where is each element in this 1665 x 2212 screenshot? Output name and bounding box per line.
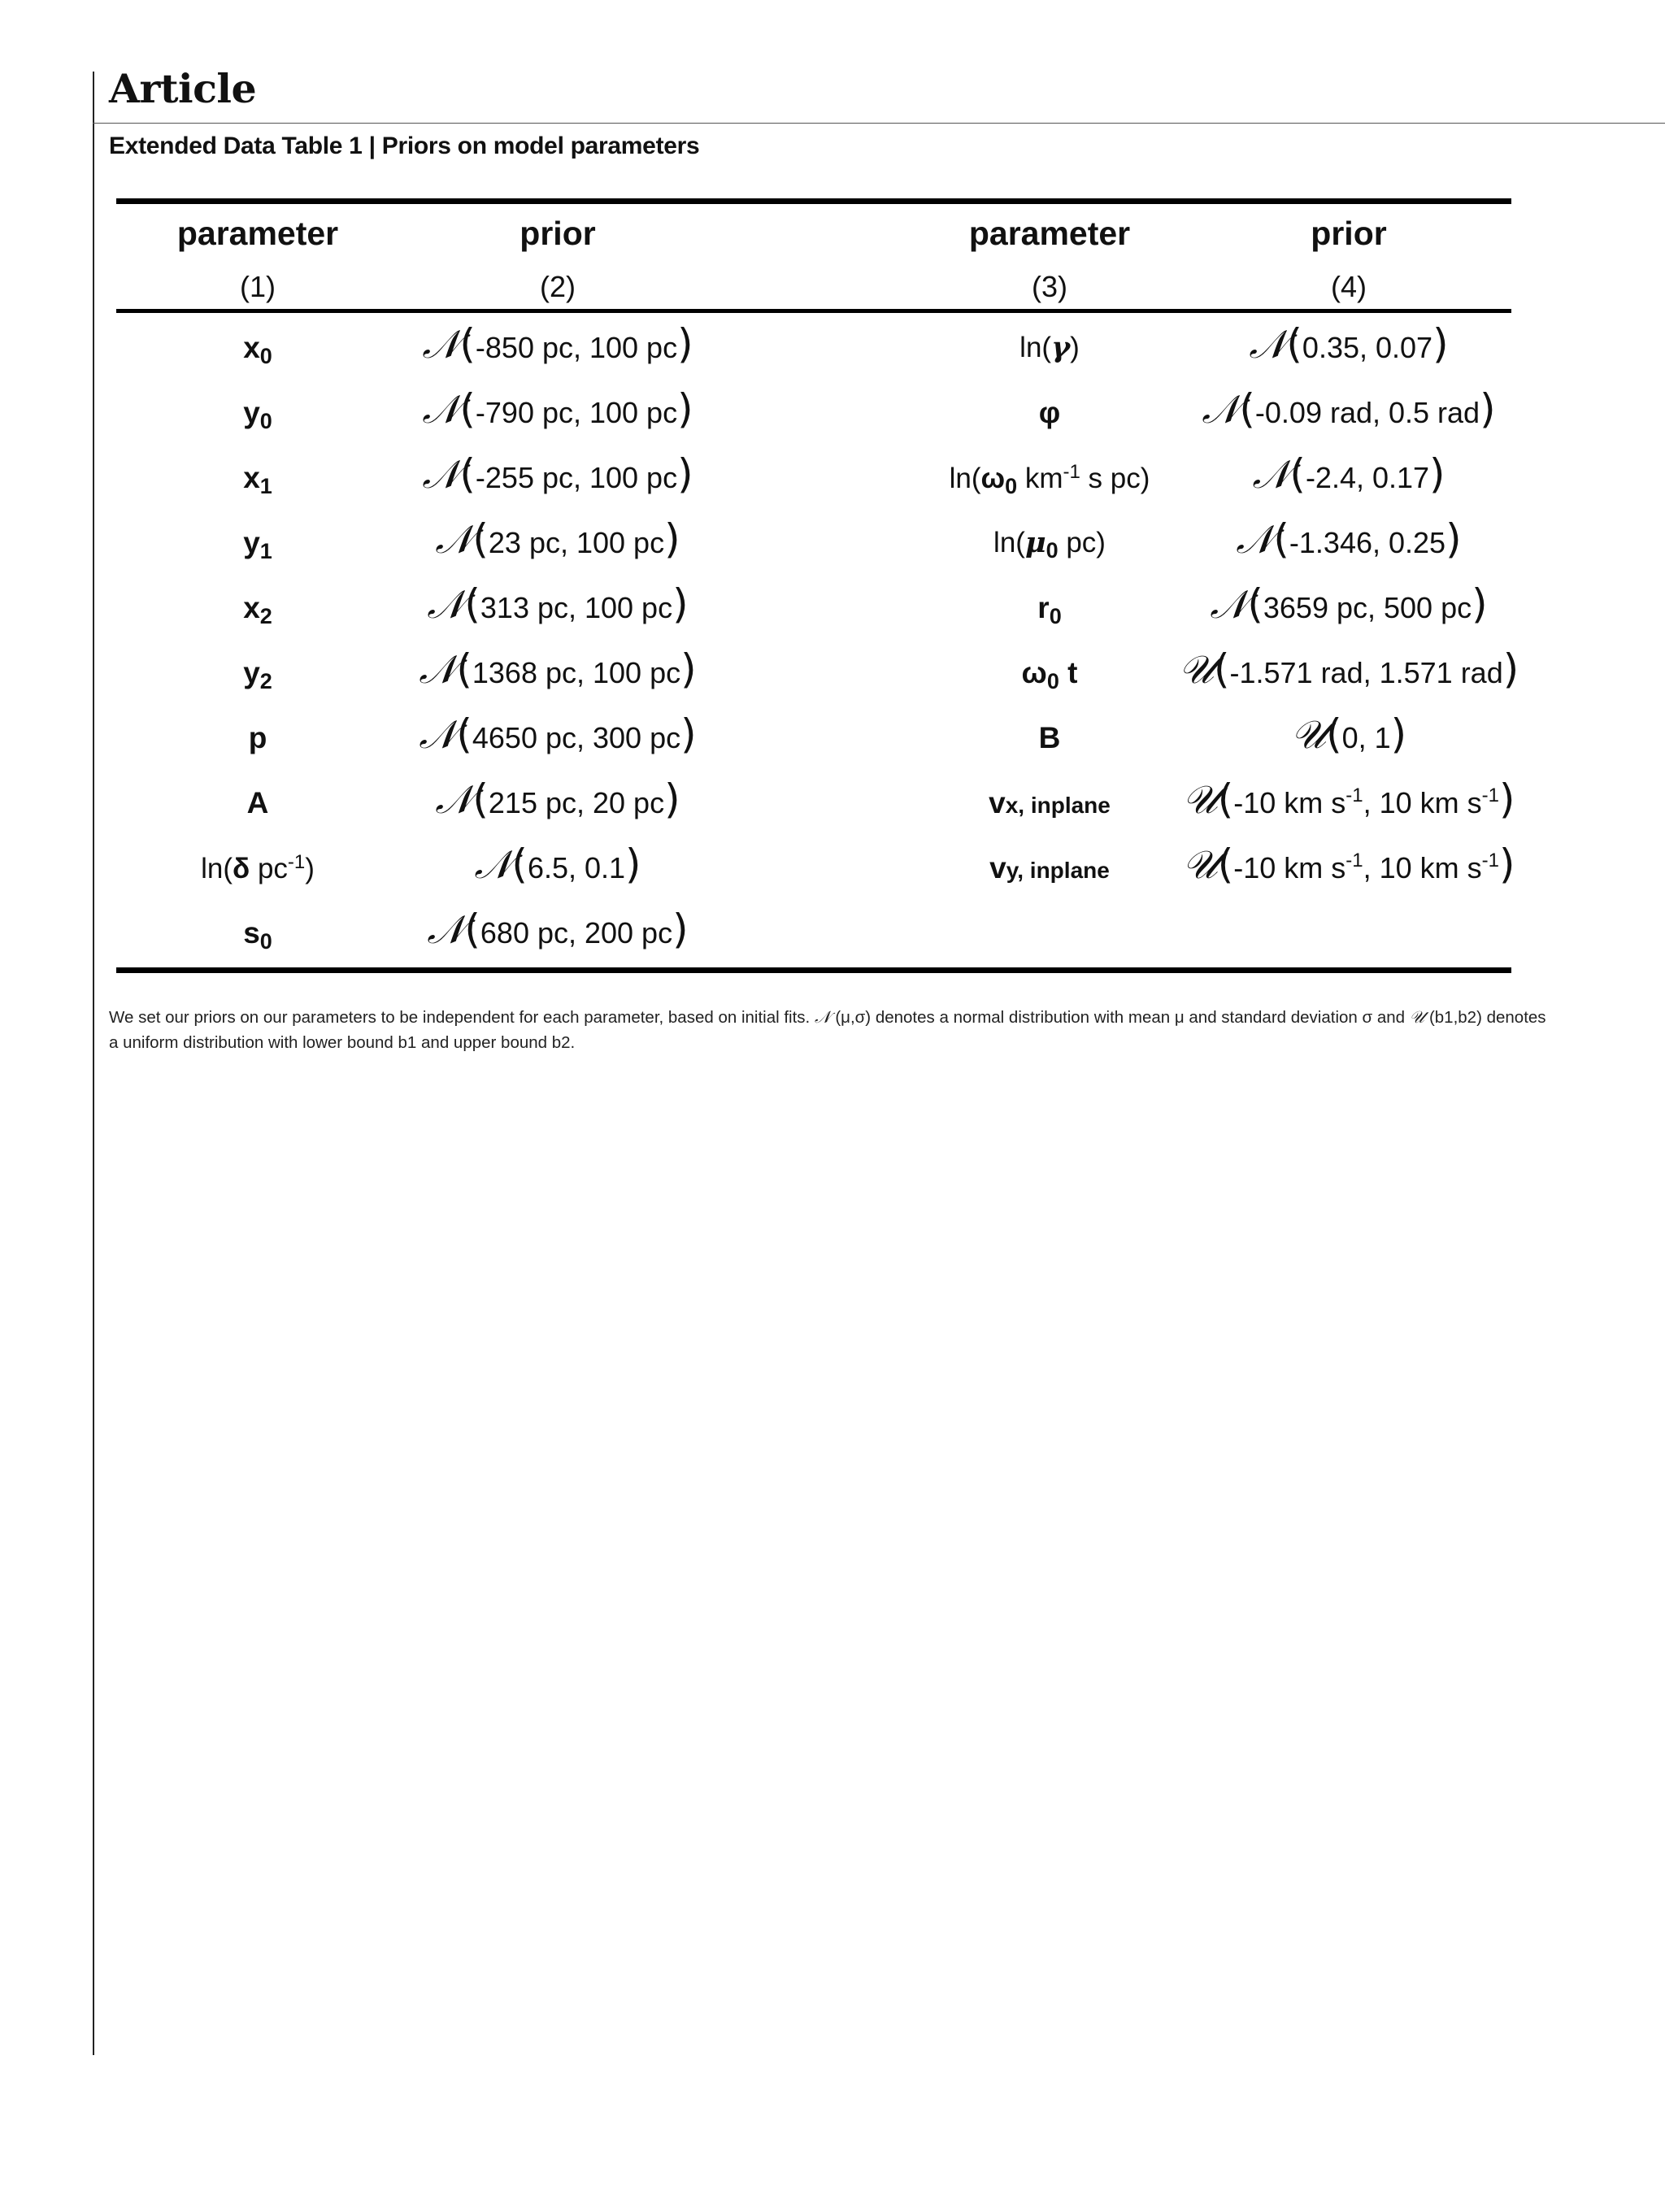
caption-normal-symbol: 𝒩 <box>814 1007 831 1027</box>
param-r0: $r_0$ <box>1037 591 1062 628</box>
param-vy-inplane: vy, inplane <box>989 851 1110 884</box>
col-header-prior-2: prior <box>519 215 596 252</box>
prior-p: 𝒩(4650 pc, 300 pc) <box>419 711 697 758</box>
caption-part-1: We set our priors on our parameters to be independent for each parameter, based on initial fits. <box>109 1008 811 1027</box>
header-rule <box>93 123 1665 124</box>
prior-x1: 𝒩(-255 pc, 100 pc) <box>422 450 693 498</box>
prior-B: 𝒰(0, 1) <box>1290 711 1407 758</box>
col-header-parameter-3: parameter <box>968 215 1131 252</box>
param-omega0-t: $\omega_0$ t <box>1021 656 1078 693</box>
param-x0: $x_0$ <box>243 331 272 368</box>
prior-ln-omega0: 𝒩(-2.4, 0.17) <box>1252 450 1445 498</box>
caption-part-2: (μ,σ) denotes a normal distribution with mean μ and standard deviation σ and <box>835 1008 1406 1027</box>
col-number-4: (4) <box>1331 270 1367 303</box>
col-number-1: (1) <box>240 270 276 303</box>
col-header-prior-4: prior <box>1311 215 1387 252</box>
margin-rule <box>93 72 94 2055</box>
prior-ln-gamma: 𝒩(0.35, 0.07) <box>1249 320 1449 367</box>
prior-A: 𝒩(215 pc, 20 pc) <box>435 776 680 823</box>
prior-x0: 𝒩(-850 pc, 100 pc) <box>422 320 693 367</box>
prior-phi: 𝒩(-0.09 rad, 0.5 rad) <box>1202 385 1496 432</box>
table-header-rule <box>116 309 1511 313</box>
param-ln-gamma: ln(γ) <box>1019 331 1080 364</box>
col-number-3: (3) <box>1032 270 1067 303</box>
param-phi: φ <box>1038 396 1061 429</box>
prior-y0: 𝒩(-790 pc, 100 pc) <box>422 385 693 432</box>
param-ln-omega0: $\ln(\omega_0$ $km^{-1}$ s pc) <box>949 461 1150 498</box>
param-ln-delta: ln(δ $pc^{-1}$) <box>201 851 315 884</box>
prior-vy-inplane: 𝒰(-10 km $s^{-1}$, 10 km $s^{-1}$) <box>1182 841 1515 888</box>
prior-ln-mu0: 𝒩(-1.346, 0.25) <box>1236 515 1462 563</box>
param-x2: $x_2$ <box>243 591 272 628</box>
prior-ln-delta: 𝒩(6.5, 0.1) <box>474 841 641 888</box>
table-top-rule <box>116 198 1511 204</box>
prior-y1: 𝒩(23 pc, 100 pc) <box>435 515 680 563</box>
prior-y2: 𝒩(1368 pc, 100 pc) <box>419 645 697 693</box>
prior-s0: 𝒩(680 pc, 200 pc) <box>427 906 689 953</box>
col-header-parameter-1: parameter <box>176 215 339 252</box>
prior-vx-inplane: 𝒰(-10 km $s^{-1}$, 10 km $s^{-1}$) <box>1182 776 1515 823</box>
prior-x2: 𝒩(313 pc, 100 pc) <box>427 580 689 628</box>
param-B: B <box>1038 721 1061 754</box>
caption-uniform-symbol: 𝒰 <box>1409 1007 1425 1027</box>
param-vx-inplane: vx, inplane <box>989 786 1111 819</box>
param-x1: $x_1$ <box>243 461 272 498</box>
param-A: A <box>246 786 269 819</box>
param-y1: $y_1$ <box>243 526 272 563</box>
caption-part-3: (b1,b2) denotes a uniform distribution with lower bound b1 and upper bound b2. <box>109 1008 1546 1052</box>
journal-section-title: Article <box>109 65 257 112</box>
param-p: p <box>248 721 267 754</box>
param-ln-mu0: $\ln(\mu_0$ pc) <box>993 526 1106 563</box>
table-caption <box>109 1005 1556 1055</box>
param-y0: $y_0$ <box>243 396 272 433</box>
col-number-2: (2) <box>540 270 576 303</box>
prior-r0: 𝒩(3659 pc, 500 pc) <box>1210 580 1488 628</box>
table-title: Extended Data Table 1 | Priors on model parameters <box>109 133 700 159</box>
prior-omega0-t: 𝒰(-1.571 rad, 1.571 rad) <box>1178 645 1519 693</box>
param-s0: $s_0$ <box>243 916 272 954</box>
table-bottom-rule <box>116 967 1511 973</box>
param-y2: $y_2$ <box>243 656 272 693</box>
